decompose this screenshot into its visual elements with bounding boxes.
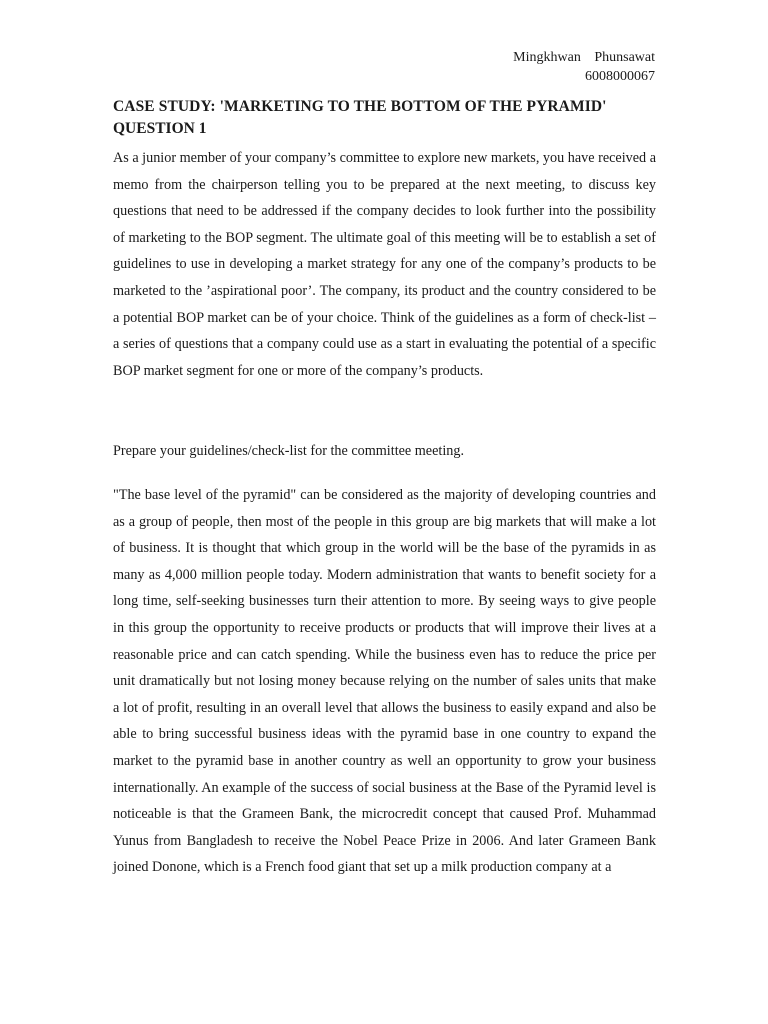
paragraph-answer: "The base level of the pyramid" can be considered as the majority of developing countries and as a group of people, then most of the people in this group are big markets that will make a lot of business. It is thought that which group in the world will be the base of the pyramids in as many as 4,000 million people today. Modern administration that wants to benefit society for a long time, self-seeking businesses turn their attention to more. By seeing ways to give people in this group the opportunity to receive products or products that will improve their lives at a reasonable price and can catch spending. While the business even has to reduce the price per unit dramatically but not losing money because relying on the number of sales units that make a lot of profit, resulting in an overall level that allows the business to easily expand and also be able to bring successful business ideas with the pyramid base in one country to expand the market to the pyramid base in another country as well an opportunity to grow your business internationally. An example of the success of social business at the Base of the Pyramid level is noticeable is that the Grameen Bank, the microcredit concept that caused Prof. Muhammad Yunus from Bangladesh to receive the Nobel Peace Prize in 2006. And later Grameen Bank joined Donone, which is a French food giant that set up a milk production company at a [113, 487, 656, 876]
paragraph-question-prompt: As a junior member of your company’s committee to explore new markets, you have received a memo from the chairperson telling you to be prepared at the next meeting, to discuss key questions that need to be addressed if the company decides to look further into the possibility of marketing to the BOP segment. The ultimate goal of this meeting will be to establish a set of guidelines to use in developing a market strategy for any one of the company’s products to be marketed to the ’aspirational poor’. The company, its product and the country considered to be a potential BOP market can be of your choice. Think of the guidelines as a form of check-list – a series of questions that a company could use as a start in evaluating the potential of a specific BOP market segment for one or more of the company’s products. [113, 150, 656, 379]
student-id: 6008000067 [585, 69, 655, 84]
paragraph-instruction: Prepare your guidelines/check-list for the committee meeting. [113, 443, 465, 459]
question-heading: QUESTION 1 [113, 120, 207, 137]
author-block [513, 48, 655, 86]
document-title: CASE STUDY: 'MARKETING TO THE BOTTOM OF THE PYRAMID' [113, 98, 607, 115]
author-name: Mingkhwan Phunsawat [513, 50, 655, 65]
